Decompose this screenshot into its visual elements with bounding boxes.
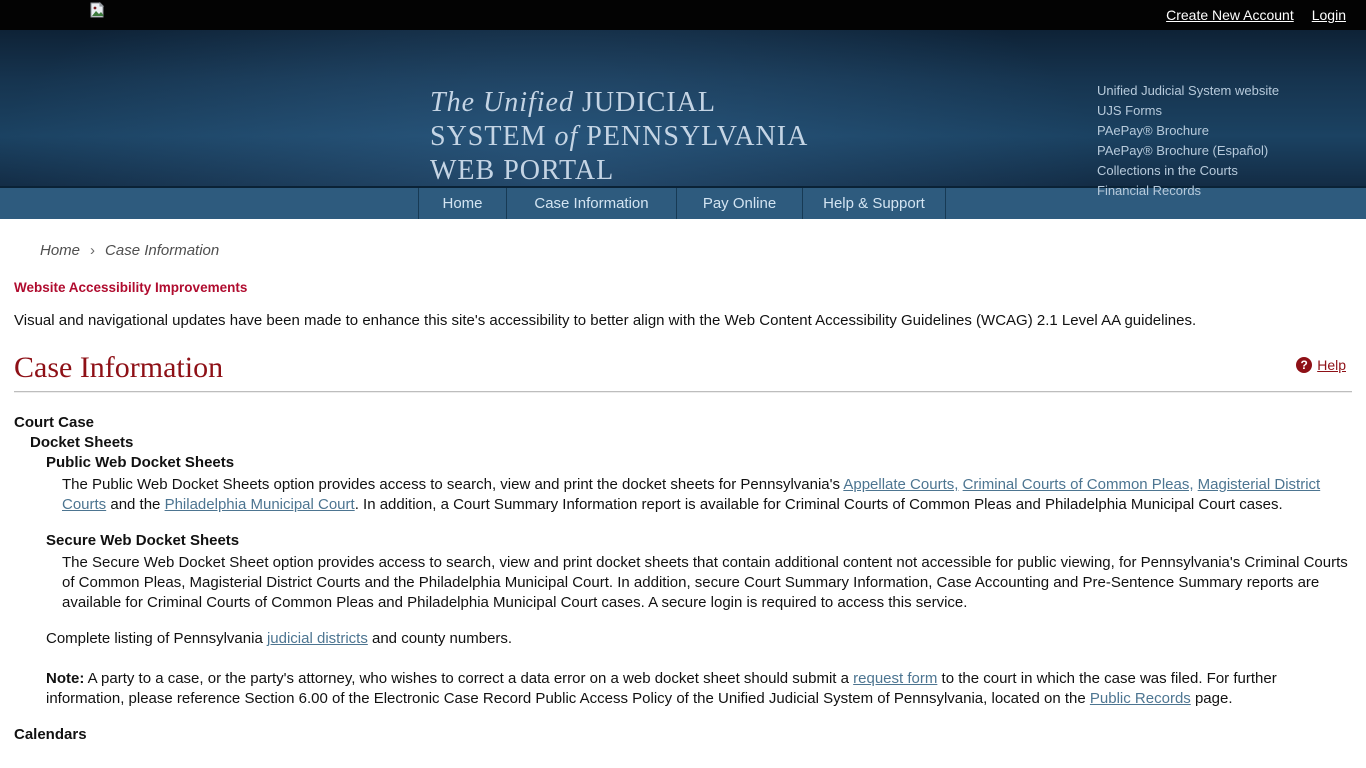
quick-link-item [1097,161,1279,181]
quick-link-item [1097,101,1279,121]
text-segment: WEB PORTAL [430,155,615,186]
help-question-icon: ? [1296,357,1312,373]
quick-link-item [1097,141,1279,161]
breadcrumb-current-page: Case Information [105,242,220,259]
site-logo [430,86,808,188]
text-segment: Note: [46,670,85,687]
page-title-row [14,351,1352,385]
nav-tab-help-support[interactable]: Help & Support [802,188,946,219]
accessibility-notice-body: Visual and navigational updates have been made to enhance this site's accessibility to better align with the Web Content Accessibility Guidelines (WCAG) 2.1 Level AA guidelines. [14,312,1197,329]
logo-line-3 [430,154,808,188]
login-link[interactable]: Login [1311,7,1346,23]
public-records-link[interactable]: Public Records [1089,690,1191,707]
philadelphia-municipal-court-link[interactable]: Philadelphia Municipal Court [164,496,355,513]
page-title: Case Information [14,351,224,384]
header-quick-links [1097,81,1279,201]
secure-web-docket-sheets-heading: Secure Web Docket Sheets [46,532,240,549]
magisterial-district-courts-link[interactable]: Magisterial District Courts [62,476,1321,513]
help-link[interactable] [1296,357,1346,373]
nav-tab-pay-online[interactable]: Pay Online [676,188,802,219]
text-segment: and the [106,496,165,513]
paepay-brochure-link[interactable]: PAePay® Brochure [1097,123,1209,138]
quick-link-item [1097,181,1279,201]
text-segment: JUDICIAL [582,87,716,118]
ujs-website-link[interactable]: Unified Judicial System website [1097,83,1280,98]
docket-sheets-heading: Docket Sheets [30,434,134,451]
accessibility-notice-title: Website Accessibility Improvements [14,280,248,295]
text-segment: page. [1190,690,1233,707]
text-segment: The Unified [430,87,582,118]
note-paragraph [46,669,1352,709]
account-links [1166,0,1346,30]
case-information-content [14,413,1352,745]
text-segment: The Public Web Docket Sheets option provides access to search, view and print the docket sheets for Pennsylvania's [62,476,844,493]
quick-link-item [1097,81,1279,101]
financial-records-link[interactable]: Financial Records [1097,183,1202,198]
text-segment: to the court in which the case was filed. For further information, please reference Section 6.00 of the Electronic Case Record Public Access Policy of the Unified Judicial System of Pennsylvania, located on the [46,670,1277,707]
logo-line-1 [430,86,808,120]
calendars-heading: Calendars [14,726,87,743]
paepay-brochure-espanol-link[interactable]: PAePay® Brochure (Español) [1097,143,1269,158]
court-case-heading: Court Case [14,414,95,431]
heading-divider [14,391,1352,393]
breadcrumb [0,219,1366,259]
site-header [0,30,1366,198]
text-segment: and county numbers. [367,630,513,647]
judicial-districts-link[interactable]: judicial districts [266,630,368,647]
request-form-link[interactable]: request form [853,670,938,687]
nav-tab-case-information[interactable]: Case Information [506,188,676,219]
text-segment: . In addition, a Court Summary Information report is available for Criminal Courts of Common Pleas and Philadelphia Municipal Court cases. [354,496,1283,513]
criminal-courts-of-common-pleas-link[interactable]: Criminal Courts of Common Pleas, [962,476,1194,493]
ujs-forms-link[interactable]: UJS Forms [1097,103,1162,118]
create-new-account-link[interactable]: Create New Account [1166,7,1294,23]
judicial-districts-line [46,629,1352,649]
top-utility-bar [0,0,1366,30]
text-segment: A party to a case, or the party's attorney, who wishes to correct a data error on a web docket sheet should submit a [84,670,854,687]
logo-line-2 [430,120,808,154]
broken-image-icon [90,2,105,18]
breadcrumb-separator: › [90,242,96,259]
public-web-docket-sheets-paragraph [62,475,1352,515]
text-segment: SYSTEM [430,121,555,152]
text-segment: PENNSYLVANIA [586,121,809,152]
nav-tab-home[interactable]: Home [418,188,506,219]
text-segment: Complete listing of Pennsylvania [46,630,267,647]
secure-web-docket-sheets-paragraph: The Secure Web Docket Sheet option provides access to search, view and print docket sheets that contain additional content not accessible for public viewing, for Pennsylvania's Criminal Courts of Common Pleas, Magisterial District Courts and the Philadelphia Municipal Court. In addition, secure Court Summary Information, Case Accounting and Pre-Sentence Summary reports are available for Criminal Courts of Common Pleas and Philadelphia Municipal Court cases. A secure login is required to access this service. [62,554,1348,611]
text-segment: of [554,121,587,152]
public-web-docket-sheets-heading: Public Web Docket Sheets [46,454,235,471]
quick-link-item [1097,121,1279,141]
breadcrumb-home-link[interactable]: Home [40,242,81,259]
appellate-courts-link[interactable]: Appellate Courts, [843,476,959,493]
collections-in-the-courts-link[interactable]: Collections in the Courts [1097,163,1238,178]
help-link-label: Help [1317,357,1346,373]
